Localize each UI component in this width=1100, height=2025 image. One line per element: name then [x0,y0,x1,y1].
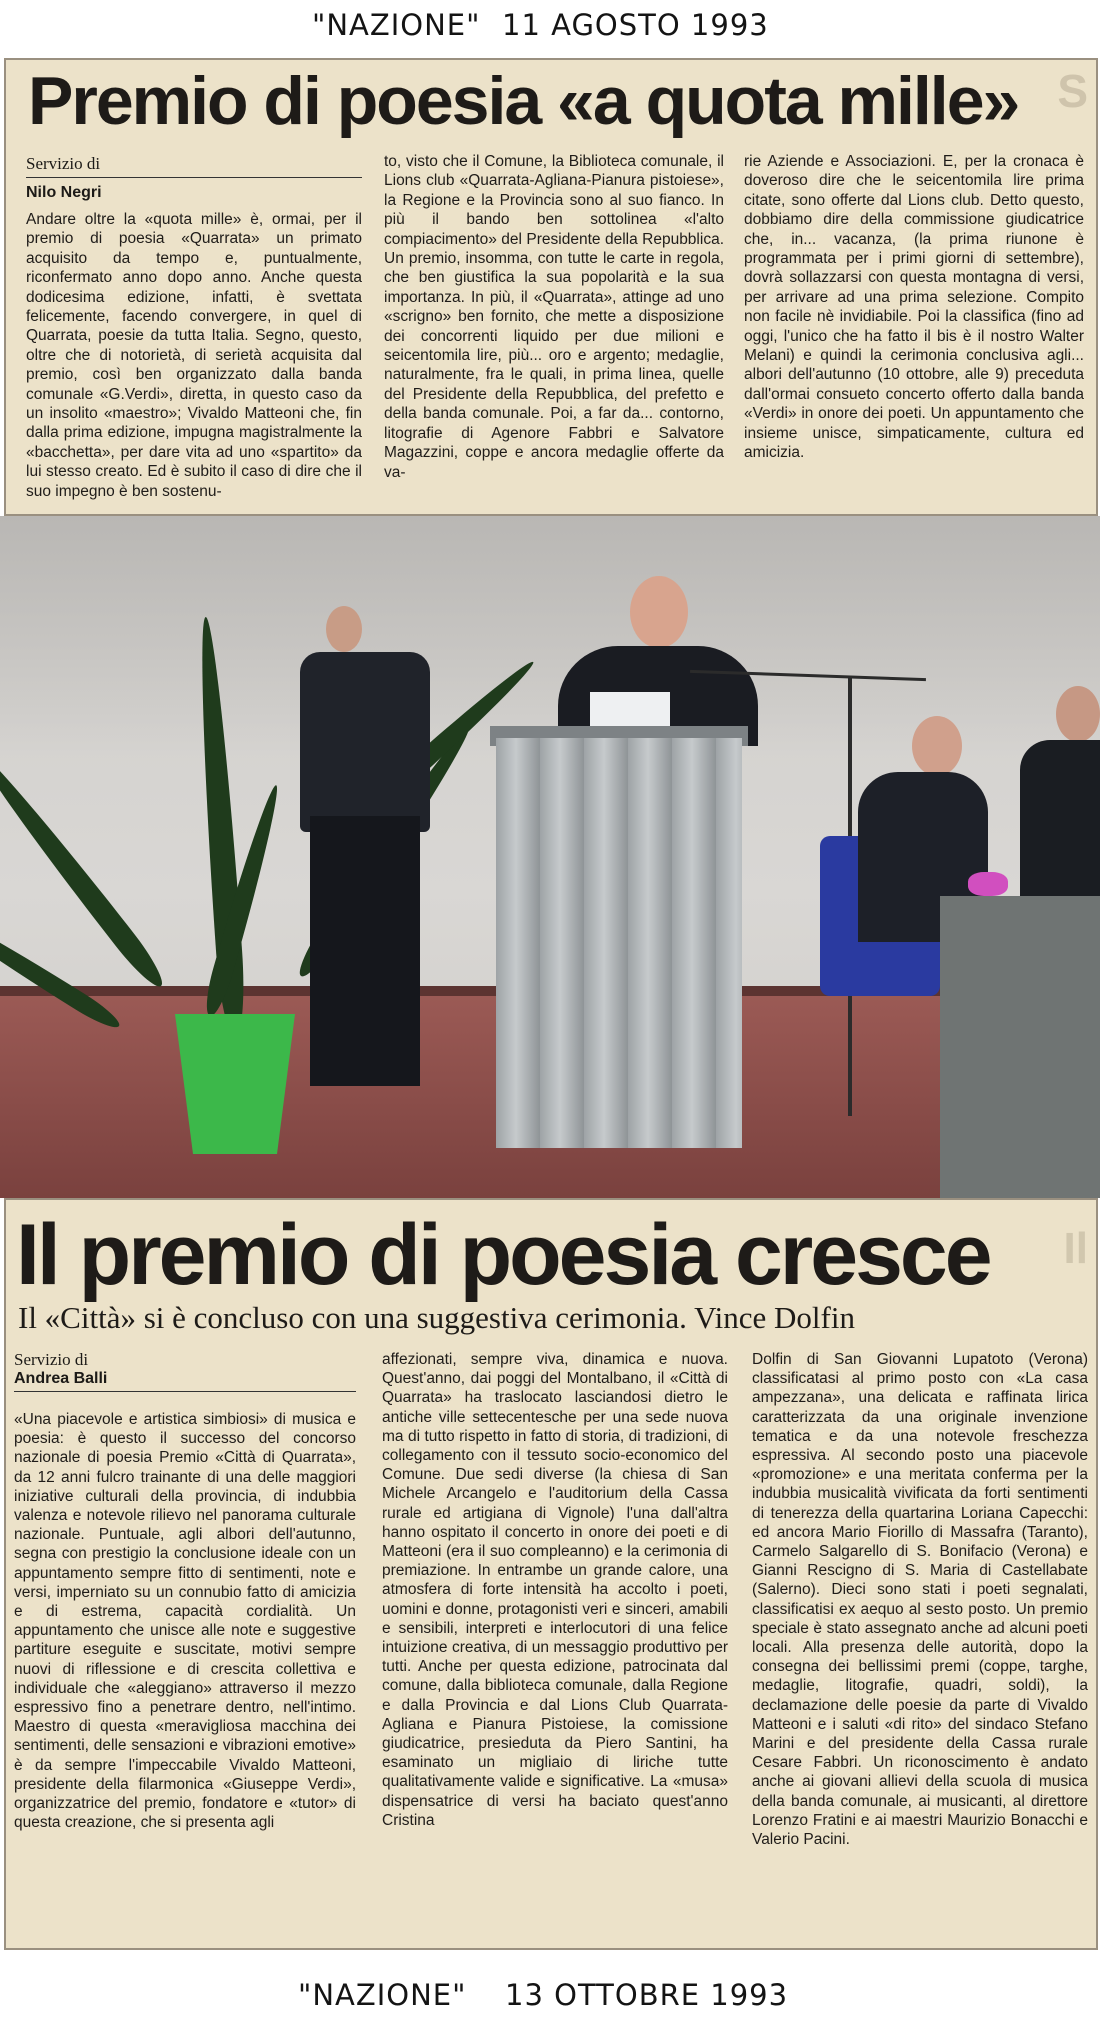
standing-man-head [326,606,362,652]
bleed-through-text: S [1057,65,1088,117]
handwritten-source-top: "NAZIONE" [312,8,481,42]
article-2-headline: Il premio di poesia cresce [16,1207,990,1303]
speaker-head [630,576,688,648]
plant-pot [175,1014,295,1154]
handwritten-date-bottom: 13 OTTOBRE 1993 [505,1978,789,2012]
seated-man-head [912,716,962,776]
clipping-article-2 [4,1198,1098,1950]
article-2-column-3: Dolfin di San Giovanni Lupatoto (Verona) classificatasi al primo posto con «La casa ampezzana», una delicata e raffinata lirica caratterizzata da una originale invenzione tematica e da una notevole freschezza espressiva. Al secondo posto una piacevole «promozione» e una meritata conferma per la indubbia musicalità vivificata da forti sentimenti di tenerezza della quartarina Loriana Capecchi: ed ancora Mario Fiorillo di Massafra (Taranto), Carmelo Salgarello di S. Bonifacio (Verona) e Gianni Rescigno di S. Maria di Castellabate (Salerno). Dieci sono stati i poeti segnalati, classificatisi ex aequo al sesto posto. Un premio speciale è stato assegnato anche ad alcuni poeti locali. Alla presenza delle autorità, dopo la consegna dei bellissimi premi (coppe, targhe, medaglie, litografie, quadri, soldi), la declamazione delle poesie da parte di Vivaldo Matteoni e i saluti «di rito» del sindaco Stefano Marini e del presidente della Cassa rurale Cesare Fabbri. Un riconoscimento è andato anche ai giovani allievi della scuola di musica della banda comunale, ai musicanti, al direttore Lorenzo Fratini e ai maestri Maurizio Bonacchi e Valerio Pacini. [752,1351,1088,1849]
article-1-column-1: Andare oltre la «quota mille» è, ormai, per il premio di poesia «Quarrata» un primato acquisito da tempo e, puntualmente, riconfermato anno dopo anno. Anche questa dodicesima edizione, infatti, è svettata felicemente, facendo convergere, in quel di Quarrata, poesie da tutta Italia. Segno, questo, oltre che di notorietà, di serietà acquisita dal premio, così ben organizzato dalla banda comunale «G.Verdi», diretta, in questo caso da un insolito «maestro»; Vivaldo Matteoni che, fin dalla prima edizione, impugna magistralmente la «bacchetta», per dare vita ad uno «spartito» da lui stesso creato. Ed è subito il caso di dire che il suo impegno è ben sostenu- [26,211,362,500]
lectern [496,738,742,1148]
handwritten-source-bottom: "NAZIONE" [298,1978,467,2012]
article-2-byline [14,1350,356,1398]
article-2-column-1: «Una piacevole e artistica simbiosi» di musica e poesia: è questo il successo del concorso nazionale di poesia Premio «Città di Quarrata», da 12 anni fulcro trainante di una delle maggiori iniziative culturali della provincia, di indubbia valenza e notevole rilievo nel panorama culturale nazionale. Puntuale, agli albori dell'autunno, segna con prestigio la conclusione ideale con un appuntamento sempre fitto di sentimenti, note e versi, imperniato su un connubio fatto di amicizia e di estrema, capacità cordialità. Un appuntamento che unisce alle note e suggestive partiture eseguite e suscitate, motivi sempre nuovi di riflessione e di crescita collettiva e individuale che «aleggiano» attraverso il mezzo espressivo fino a penetrare dentro, nell'intimo. Maestro di questa «meravigliosa macchina dei sentimenti, delle sensazioni e vibrazioni emotive» è da sempre l'impeccabile Vivaldo Matteoni, presidente della filarmonica «Giuseppe Verdi», organizzatrice del premio, fondatore e «tutor» di questa creazione, che si presenta agli [14,1411,356,1832]
article-1-column-2: to, visto che il Comune, la Biblioteca comunale, il Lions club «Quarrata-Agliana-Pianura pistoiese», la Regione e la Provincia sono al suo fianco. In più il bando ben sottolinea «l'alto compiacimento» del Presidente della Repubblica. Un premio, insomma, con tutte le carte in regola, che ben giustifica la sua popolarità e la sua importanza. In più, il «Quarrata», attinge ad uno «scrigno» ben fornito, che mette a disposizione dei concorrenti liquido per due milioni e seicentomila lire, più... oro e argento; medaglie, naturalmente, fra le quali, in prima linea, quelle del Presidente della Repubblica, del prefetto e della banda comunale. Poi, a far da... contorno, litografie di Agenore Fabbri e Salvatore Magazzini, coppe e ancora medaglie offerte da va- [384,153,724,481]
table [940,896,1100,1198]
ceremony-photo [0,516,1100,1198]
pink-gift-bow [968,872,1008,896]
article-1-byline [26,154,362,202]
clipping-article-1 [4,58,1098,516]
article-1-column-3: rie Aziende e Associazioni. E, per la cronaca è doveroso dire che le seicentomila lire prima citate, sono offerte dal Lions club. Detto questo, dobbiamo dire della commissione giudicatrice che, in... vacanza, (la prima riunone è programmata per i primi giorni di settembre), dovrà sollazzarsi con questa montagna di versi, per arrivare ad una prima selezione. Compito non facile nè invidiabile. Poi la classifica (fino ad oggi, l'unico che ha fatto il bis è il nostro Walter Melani) e quindi la cerimonia conclusiva agli... albori dell'autunno (10 ottobre, alle 9) preceduta dall'ormai consueto concerto offerto dalla banda «Verdi» in onore dei poeti. Un appuntamento che insieme unisce, simpaticamente, cultura ed amicizia. [744,153,1084,462]
article-1-headline: Premio di poesia «a quota mille» [28,63,1019,139]
plant-frond [0,743,170,993]
byline-author: Andrea Balli [14,1370,108,1387]
byline-rule [14,1391,356,1392]
standing-man-trousers [310,816,420,1086]
article-2-column-2: affezionati, sempre viva, dinamica e nuova. Quest'anno, dai poggi del Montalbano, il «Città di Quarrata» ha traslocato lasciandosi dietro le antiche ville settecentesche per una sede nuova ma di tutto rispetto in fatto di storia, di tradizioni, di collegamento con il tessuto socio-economico del Comune. Due sedi diverse (la chiesa di San Michele Arcangelo e l'auditorium della Cassa rurale ed artigiana di Vignole) l'una dall'altra hanno ospitato il concerto in onore dei poeti e di Matteoni (era il suo compleanno) e la cerimonia di premiazione. In entrambe un grande calore, una atmosfera di forte intensità ha accolto i poeti, uomini e donne, protagonisti veri e sinceri, amabili e sensibili, interpreti e interlocutori di una felice intuizione creativa, di un messaggio produttivo per tutti. Anche per questa edizione, patrocinata dal comune, dalla biblioteca comunale, dalla Regione e dalla Provincia e dal Lions Club Quarrata-Agliana e Pianura Pistoiese, la comissione giudicatrice, presieduta da Piero Santini, ha esaminato un migliaio di liriche tutte qualitativamente valide e significative. La «musa» dispensatrice di versi ha baciato quest'anno Cristina [382,1351,728,1829]
bleed-through-text: Il [1063,1224,1088,1273]
handwritten-date-top: 11 AGOSTO 1993 [502,8,769,42]
second-seated-man-head [1056,686,1100,742]
byline-author: Nilo Negri [26,184,102,201]
article-2-subheadline: Il «Città» si è concluso con una suggestiva cerimonia. Vince Dolfin [18,1300,855,1335]
byline-label: Servizio di [26,154,101,173]
byline-rule [26,177,362,178]
standing-man-jacket [300,652,430,832]
byline-label: Servizio di [14,1350,89,1369]
